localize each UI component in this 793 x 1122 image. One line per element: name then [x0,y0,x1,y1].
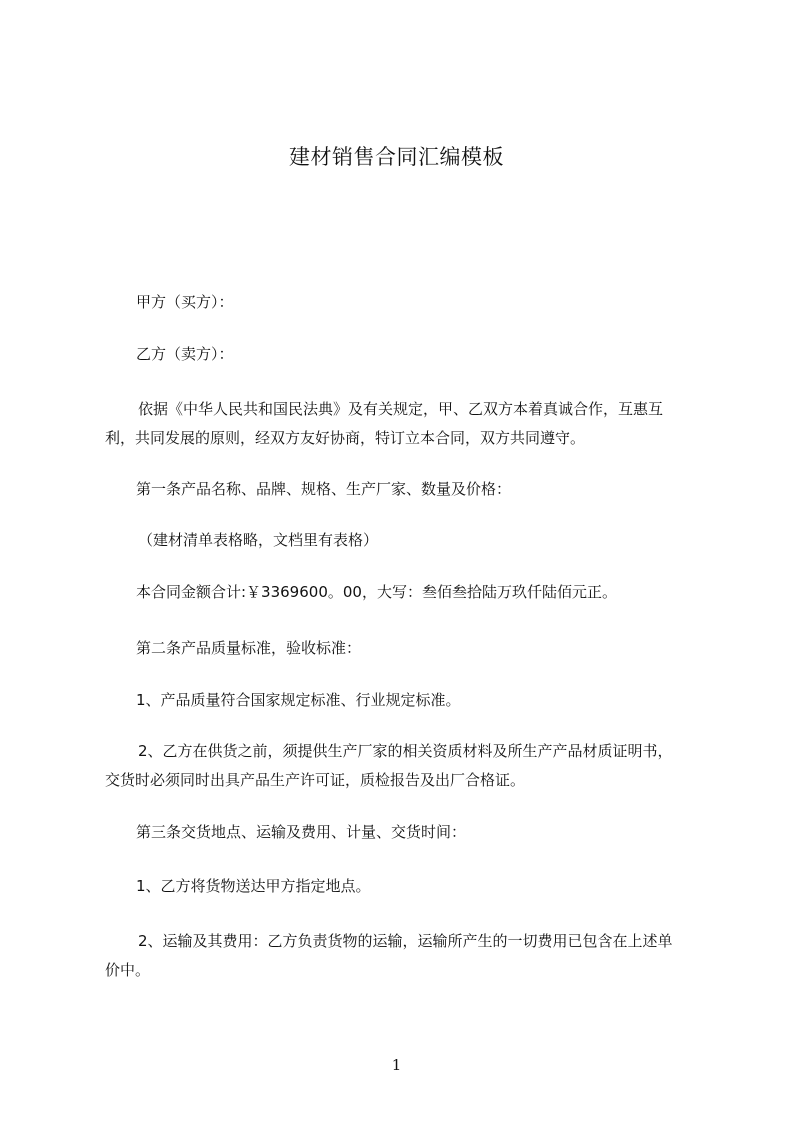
article-3-item-2-line-1: 2、运输及其费用：乙方负责货物的运输，运输所产生的一切费用已包含在上述单 [138,932,673,950]
page-number: 1 [391,1056,402,1074]
article-1-heading [105,475,705,504]
total-amount-text: 本合同金额合计:￥3369600。00，大写：叁佰叁拾陆万玖仟陆佰元正。 [136,583,617,601]
article-2-item-1 [105,686,705,715]
party-a-line [105,288,705,317]
article-3-heading-text: 第三条交货地点、运输及费用、计量、交货时间： [136,823,467,841]
article-3-item-2-line-2: 价中。 [105,961,151,979]
party-a-text: 甲方（买方）： [136,293,234,311]
preamble-paragraph [105,395,705,453]
article-2-item-2-line-2: 交货时必须同时出具产品生产许可证，质检报告及出厂合格证。 [105,771,526,789]
total-amount [105,578,705,607]
document-title: 建材销售合同汇编模板 [289,145,504,169]
party-b-line [105,340,705,369]
article-3-item-2 [105,927,705,985]
article-3-item-1-text: 1、乙方将货物送达甲方指定地点。 [136,877,371,895]
article-1-heading-text: 第一条产品名称、品牌、规格、生产厂家、数量及价格： [136,480,512,498]
article-2-item-1-text: 1、产品质量符合国家规定标准、行业规定标准。 [136,691,461,709]
table-note [105,526,705,555]
preamble-line-2: 利，共同发展的原则，经双方友好协商，特订立本合同，双方共同遵守。 [105,429,586,447]
preamble-line-1: 依据《中华人民共和国民法典》及有关规定，甲、乙双方本着真诚合作，互惠互 [138,400,664,418]
party-b-text: 乙方（卖方）： [136,345,234,363]
article-3-item-1 [105,872,705,901]
article-2-heading-text: 第二条产品质量标准，验收标准： [136,639,362,657]
article-3-heading [105,818,705,847]
article-2-heading [105,634,705,663]
article-2-item-2-line-1: 2、乙方在供货之前，须提供生产厂家的相关资质材料及所生产产品材质证明书， [138,742,673,760]
table-note-text: （建材清单表格略，文档里有表格） [138,531,379,549]
article-2-item-2 [105,737,705,795]
